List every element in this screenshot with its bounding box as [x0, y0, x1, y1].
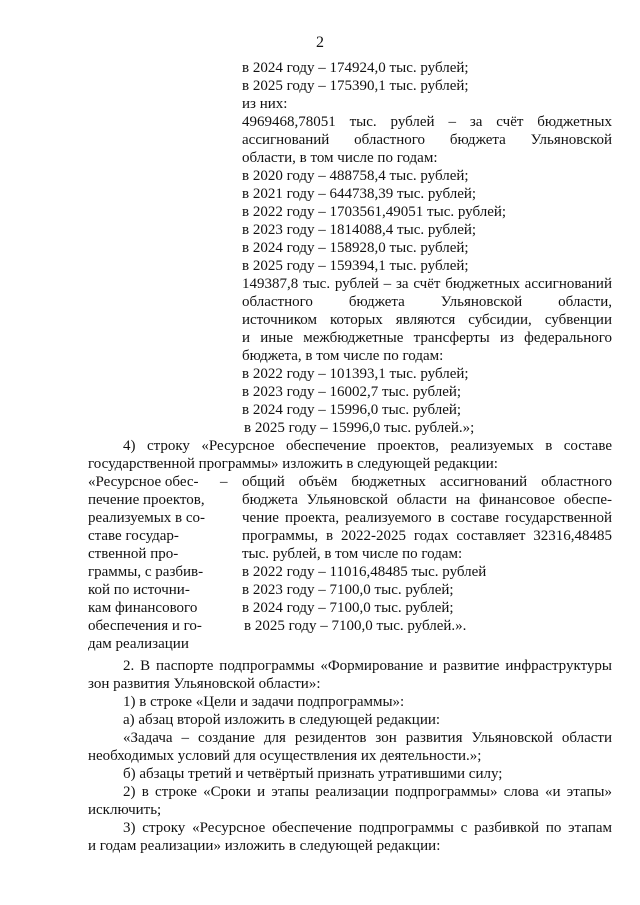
table-label-line: ставе государ-: [88, 528, 179, 544]
table-value-line: бюджета Ульяновской области на финансовое обеспе-: [242, 492, 612, 508]
text-line: 4969468,78051 тыс. рублей – за счёт бюджетных: [242, 114, 612, 130]
table-value-line: программы, в 2022-2025 годах составляет 32316,48485: [242, 528, 612, 544]
table-value-line: в 2025 году – 7100,0 тыс. рублей.».: [244, 618, 467, 634]
text-line: из них:: [242, 96, 288, 112]
text-line: в 2024 году – 15996,0 тыс. рублей;: [242, 402, 462, 418]
text-line: в 2023 году – 1814088,4 тыс. рублей;: [242, 222, 477, 238]
table-label-line: кам финансового: [88, 600, 198, 616]
table-label-line: граммы, с разбив-: [88, 564, 204, 580]
section-2-line: 2) в строке «Сроки и этапы реализации подпрограммы» слова «и этапы»: [123, 784, 612, 800]
table-label-line: кой по источни-: [88, 582, 190, 598]
text-line: областного бюджета Ульяновской области,: [242, 294, 612, 310]
item-4-line: 4) строку «Ресурсное обеспечение проектов, реализуемых в составе: [123, 438, 612, 454]
section-2-line: а) абзац второй изложить в следующей редакции:: [123, 712, 441, 728]
table-value-line: чение проекта, реализуемого в составе государственной: [242, 510, 612, 526]
table-label-line: дам реализации: [88, 636, 189, 652]
table-value-line: в 2024 году – 7100,0 тыс. рублей;: [242, 600, 454, 616]
text-line: в 2022 году – 101393,1 тыс. рублей;: [242, 366, 469, 382]
text-line: в 2020 году – 488758,4 тыс. рублей;: [242, 168, 469, 184]
item-4-line: государственной программы» изложить в следующей редакции:: [88, 456, 498, 472]
text-line: в 2024 году – 158928,0 тыс. рублей;: [242, 240, 469, 256]
section-2-line: 1) в строке «Цели и задачи подпрограммы»:: [123, 694, 405, 710]
table-value-line: общий объём бюджетных ассигнований областного: [242, 474, 612, 490]
text-line: области, в том числе по годам:: [242, 150, 438, 166]
table-value-line: в 2022 году – 11016,48485 тыс. рублей: [242, 564, 487, 580]
table-label-line: ственной про-: [88, 546, 179, 562]
text-line: ассигнований областного бюджета Ульяновской: [242, 132, 612, 148]
table-value-line: в 2023 году – 7100,0 тыс. рублей;: [242, 582, 454, 598]
table-label-line: «Ресурсное обес-: [88, 474, 199, 490]
text-line: в 2025 году – 15996,0 тыс. рублей.»;: [244, 420, 475, 436]
page-number: 2: [316, 34, 324, 51]
table-value-line: тыс. рублей, в том числе по годам:: [242, 546, 463, 562]
section-2-line: 3) строку «Ресурсное обеспечение подпрограммы с разбивкой по этапам: [123, 820, 612, 836]
section-2-line: «Задача – создание для резидентов зон развития Ульяновской области: [123, 730, 612, 746]
text-line: и иные межбюджетные трансферты из федерального: [242, 330, 612, 346]
text-line: в 2024 году – 174924,0 тыс. рублей;: [242, 60, 469, 76]
text-line: источником которых являются субсидии, субвенции: [242, 312, 612, 328]
text-line: в 2025 году – 159394,1 тыс. рублей;: [242, 258, 469, 274]
text-line: в 2025 году – 175390,1 тыс. рублей;: [242, 78, 469, 94]
section-2-line: б) абзацы третий и четвёртый признать утратившими силу;: [123, 766, 503, 782]
table-dash: –: [220, 474, 228, 490]
section-2-line: исключить;: [88, 802, 162, 818]
section-2-line: зон развития Ульяновской области»:: [88, 676, 321, 692]
section-2-line: необходимых условий для осуществления их деятельности.»;: [88, 748, 482, 764]
text-line: 149387,8 тыс. рублей – за счёт бюджетных ассигнований: [242, 276, 612, 292]
section-2-line: и годам реализации» изложить в следующей редакции:: [88, 838, 441, 854]
text-line: в 2021 году – 644738,39 тыс. рублей;: [242, 186, 477, 202]
table-label-line: печение проектов,: [88, 492, 205, 508]
text-line: в 2023 году – 16002,7 тыс. рублей;: [242, 384, 462, 400]
text-line: в 2022 году – 1703561,49051 тыс. рублей;: [242, 204, 507, 220]
section-2-line: 2. В паспорте подпрограммы «Формирование и развитие инфраструктуры: [123, 658, 612, 674]
table-label-line: реализуемых в со-: [88, 510, 206, 526]
table-label-line: обеспечения и го-: [88, 618, 202, 634]
text-line: бюджета, в том числе по годам:: [242, 348, 444, 364]
